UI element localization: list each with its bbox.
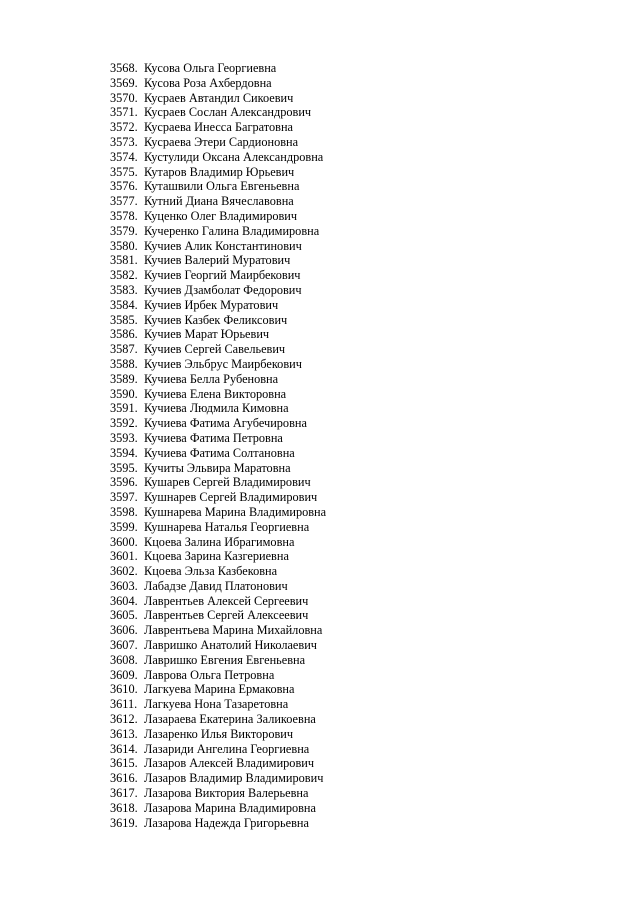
entry-name: Лавришко Евгения Евгеньевна [144,652,306,667]
entry-number: 3617. [110,786,138,801]
entry-name: Кцоева Залина Ибрагимовна [144,534,295,549]
list-item [110,505,326,520]
entry-number: 3610. [110,682,138,697]
entry-name: Лаврентьева Марина Михайловна [144,623,323,638]
entry-name: Лазариди Ангелина Георгиевна [144,741,310,756]
entry-number: 3573. [110,134,138,149]
entry-name: Куценко Олег Владимирович [144,208,298,223]
entry-number: 3595. [110,460,138,475]
entry-number: 3582. [110,268,138,283]
entry-name: Кусраева Инесса Багратовна [144,120,294,135]
list-item [110,475,326,490]
list-item [110,446,326,461]
list-item [110,490,326,505]
entry-number: 3581. [110,253,138,268]
entry-number: 3602. [110,564,138,579]
entry-number: 3600. [110,534,138,549]
list-item [110,253,326,268]
entry-number: 3601. [110,549,138,564]
list-item [110,801,326,816]
list-item [110,668,326,683]
entry-name: Кучиев Дзамболат Федорович [144,282,302,297]
entry-name: Кучиев Казбек Феликсович [144,312,288,327]
entry-number: 3619. [110,815,138,830]
entry-name: Кусраев Сослан Александрович [144,105,312,120]
entry-number: 3604. [110,593,138,608]
entry-number: 3587. [110,342,138,357]
list-item [110,387,326,402]
entry-name: Лазараева Екатерина Заликоевна [144,712,316,727]
entry-name: Кусраев Автандил Сикоевич [144,90,294,105]
entry-number: 3571. [110,105,138,120]
entry-name: Лабадзе Давид Платонович [144,578,288,593]
entry-name: Кучиев Эльбрус Маирбекович [144,356,302,371]
list-item [110,61,326,76]
entry-name: Кусраева Этери Сардионовна [144,134,299,149]
entry-name: Лаврова Ольга Петровна [144,667,275,682]
list-item [110,357,326,372]
list-item [110,638,326,653]
list-item [110,150,326,165]
entry-name: Кучиев Валерий Муратович [144,253,291,268]
entry-number: 3578. [110,208,138,223]
entry-number: 3589. [110,371,138,386]
entry-number: 3607. [110,638,138,653]
entry-name: Лазаров Алексей Владимирович [144,756,315,771]
entry-number: 3611. [110,697,138,712]
entry-number: 3608. [110,652,138,667]
list-item [110,549,326,564]
entry-number: 3596. [110,475,138,490]
entry-name: Лазаренко Илья Викторович [144,726,294,741]
entry-number: 3594. [110,445,138,460]
entry-number: 3584. [110,297,138,312]
list-item [110,431,326,446]
entry-number: 3597. [110,490,138,505]
list-item [110,712,326,727]
list-item [110,91,326,106]
list-item [110,372,326,387]
list-item [110,194,326,209]
list-item [110,564,326,579]
entry-name: Кцоева Зарина Казгериевна [144,549,289,564]
list-item [110,209,326,224]
list-item [110,268,326,283]
entry-number: 3574. [110,149,138,164]
entry-name: Кучеренко Галина Владимировна [144,223,320,238]
list-item [110,535,326,550]
entry-name: Лаврентьев Сергей Алексеевич [144,608,309,623]
entry-name: Кусова Роза Ахбердовна [144,75,272,90]
entry-number: 3613. [110,726,138,741]
entry-number: 3579. [110,223,138,238]
entry-name: Кучиты Эльвира Маратовна [144,460,291,475]
entry-name: Кучиева Фатима Солтановна [144,445,295,460]
entry-name: Кучиева Елена Викторовна [144,386,287,401]
entry-number: 3591. [110,401,138,416]
entry-name: Кцоева Эльза Казбековна [144,564,278,579]
entry-number: 3572. [110,120,138,135]
entry-name: Кушнарев Сергей Владимирович [144,490,318,505]
list-item [110,682,326,697]
entry-name: Кушнарева Наталья Георгиевна [144,519,310,534]
entry-name: Лазарова Виктория Валерьевна [144,786,309,801]
list-item [110,298,326,313]
list-item [110,342,326,357]
entry-name: Куташвили Ольга Евгеньевна [144,179,300,194]
entry-number: 3583. [110,282,138,297]
list-item [110,179,326,194]
entry-number: 3615. [110,756,138,771]
list-item [110,579,326,594]
list-item [110,313,326,328]
entry-name: Кучиев Алик Константинович [144,238,302,253]
list-item [110,771,326,786]
list-item [110,756,326,771]
entry-number: 3612. [110,712,138,727]
entry-number: 3570. [110,90,138,105]
entry-number: 3575. [110,164,138,179]
list-item [110,283,326,298]
entry-name: Кучиева Фатима Петровна [144,430,283,445]
entry-name: Лазаров Владимир Владимирович [144,771,324,786]
list-item [110,786,326,801]
entry-number: 3605. [110,608,138,623]
list-item [110,165,326,180]
entry-name: Лагкуева Марина Ермаковна [144,682,295,697]
list-item [110,653,326,668]
entry-number: 3568. [110,61,138,75]
entry-number: 3599. [110,519,138,534]
entry-number: 3592. [110,416,138,431]
entry-name: Лавришко Анатолий Николаевич [144,638,317,653]
entry-number: 3606. [110,623,138,638]
list-item [110,76,326,91]
list-item [110,816,326,831]
entry-name: Кустулиди Оксана Александровна [144,149,324,164]
entry-name: Лаврентьев Алексей Сергеевич [144,593,309,608]
list-item [110,608,326,623]
list-item [110,105,326,120]
entry-name: Лазарова Марина Владимировна [144,800,316,815]
entry-number: 3586. [110,327,138,342]
entry-name: Кушнарева Марина Владимировна [144,504,327,519]
name-list [110,61,326,830]
entry-name: Кучиева Людмила Кимовна [144,401,289,416]
list-item [110,135,326,150]
entry-number: 3588. [110,356,138,371]
entry-number: 3603. [110,578,138,593]
list-item [110,239,326,254]
list-item [110,224,326,239]
entry-number: 3577. [110,194,138,209]
list-item [110,727,326,742]
list-item [110,461,326,476]
list-item [110,623,326,638]
list-item [110,697,326,712]
list-item [110,742,326,757]
entry-number: 3609. [110,667,138,682]
entry-number: 3576. [110,179,138,194]
entry-number: 3585. [110,312,138,327]
list-item [110,520,326,535]
entry-number: 3614. [110,741,138,756]
entry-number: 3616. [110,771,138,786]
entry-name: Лагкуева Нона Тазаретовна [144,697,289,712]
entry-number: 3593. [110,430,138,445]
entry-name: Кучиев Георгий Маирбекович [144,268,301,283]
entry-name: Кучиев Марат Юрьевич [144,327,270,342]
list-item [110,327,326,342]
entry-name: Лазарова Надежда Григорьевна [144,815,309,830]
entry-name: Кутний Диана Вячеславовна [144,194,294,209]
entry-number: 3598. [110,504,138,519]
entry-name: Кутаров Владимир Юрьевич [144,164,295,179]
entry-name: Кучиева Фатима Агубечировна [144,416,307,431]
list-item [110,416,326,431]
entry-name: Кучиев Сергей Савельевич [144,342,286,357]
entry-number: 3580. [110,238,138,253]
entry-number: 3590. [110,386,138,401]
list-item [110,401,326,416]
entry-number: 3569. [110,75,138,90]
list-item [110,120,326,135]
list-item [110,594,326,609]
entry-name: Кусова Ольга Георгиевна [144,61,277,75]
entry-name: Кучиева Белла Рубеновна [144,371,279,386]
entry-number: 3618. [110,800,138,815]
entry-name: Кучиев Ирбек Муратович [144,297,279,312]
entry-name: Кушарев Сергей Владимирович [144,475,311,490]
